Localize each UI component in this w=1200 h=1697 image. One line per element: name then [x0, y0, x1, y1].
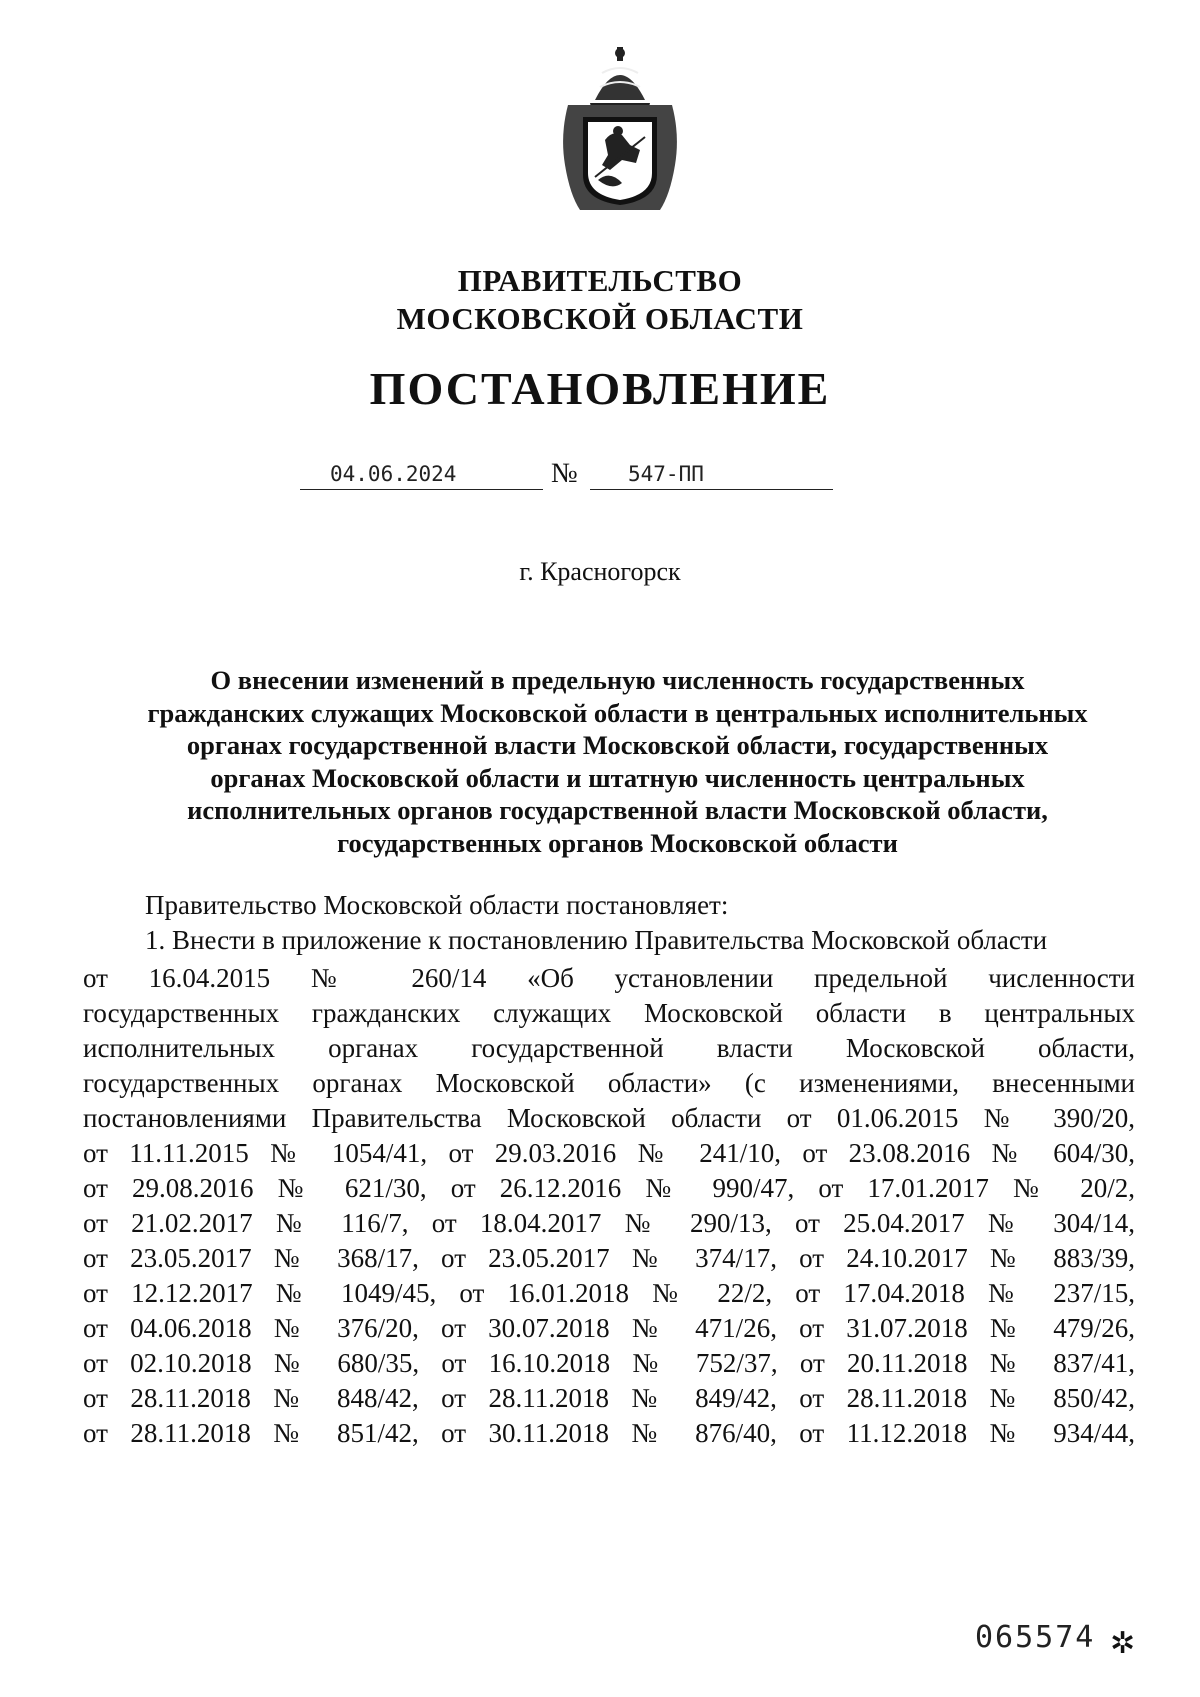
document-number: 547-ПП: [628, 462, 704, 486]
body-line: исполнительных органах государственной власти Московской области,: [83, 1033, 1135, 1063]
body-line: от 21.02.2017 № 116/7, от 18.04.2017 № 290/13, от 25.04.2017 № 304/14,: [83, 1208, 1135, 1238]
document-date: 04.06.2024: [330, 462, 457, 486]
title-line: органах государственной власти Московской области, государственных: [186, 730, 1049, 760]
org-name-line2: МОСКОВСКОЙ ОБЛАСТИ: [396, 301, 804, 336]
body-line: государственных органах Московской области» (с изменениями, внесенными: [83, 1068, 1135, 1098]
body-line: от 12.12.2017 № 1049/45, от 16.01.2018 № 22/2, от 17.04.2018 № 237/15,: [83, 1278, 1135, 1308]
document-type-heading: ПОСТАНОВЛЕНИЕ: [369, 363, 831, 414]
body-line: от 04.06.2018 № 376/20, от 30.07.2018 № 471/26, от 31.07.2018 № 479/26,: [83, 1313, 1135, 1343]
title-line: гражданских служащих Московской области в центральных исполнительных: [147, 697, 1088, 728]
body-line: от 28.11.2018 № 851/42, от 30.11.2018 № 876/40, от 11.12.2018 № 934/44,: [83, 1418, 1135, 1448]
serial-number-stamp: 065574: [975, 1620, 1096, 1655]
org-name-line1: ПРАВИТЕЛЬСТВО: [457, 263, 743, 298]
title-line: исполнительных органов государственной власти Московской области,: [187, 795, 1048, 825]
star-mark-icon: ✲: [1110, 1627, 1136, 1660]
body-line: государственных гражданских служащих Московской области в центральных: [83, 998, 1135, 1028]
number-underline: [590, 489, 833, 490]
moscow-oblast-coat-of-arms-icon: [550, 45, 690, 220]
body-intro: Правительство Московской области постановляет:: [145, 890, 729, 920]
document-city: г. Красногорск: [519, 557, 681, 586]
number-sign: №: [551, 458, 578, 489]
body-line: от 11.11.2015 № 1054/41, от 29.03.2016 № 241/10, от 23.08.2016 № 604/30,: [83, 1138, 1135, 1168]
body-line: от 23.05.2017 № 368/17, от 23.05.2017 № 374/17, от 24.10.2017 № 883/39,: [83, 1243, 1135, 1273]
body-line: от 29.08.2016 № 621/30, от 26.12.2016 № 990/47, от 17.01.2017 № 20/2,: [83, 1173, 1135, 1203]
body-line: от 02.10.2018 № 680/35, от 16.10.2018 № 752/37, от 20.11.2018 № 837/41,: [83, 1348, 1135, 1378]
title-line: государственных органов Московской области: [337, 827, 898, 858]
title-line: органах Московской области и штатную численность центральных: [210, 762, 1025, 793]
title-line: О внесении изменений в предельную численность государственных: [210, 665, 1025, 695]
body-line: постановлениями Правительства Московской области от 01.06.2015 № 390/20,: [83, 1103, 1135, 1133]
body-line: от 16.04.2015 № 260/14 «Об установлении предельной численности: [83, 963, 1135, 993]
body-line: от 28.11.2018 № 848/42, от 28.11.2018 № 849/42, от 28.11.2018 № 850/42,: [83, 1383, 1135, 1413]
body-item1-first-line: 1. Внести в приложение к постановлению Правительства Московской области: [145, 925, 1048, 955]
document-title: [100, 664, 1135, 859]
date-underline: [300, 489, 543, 490]
